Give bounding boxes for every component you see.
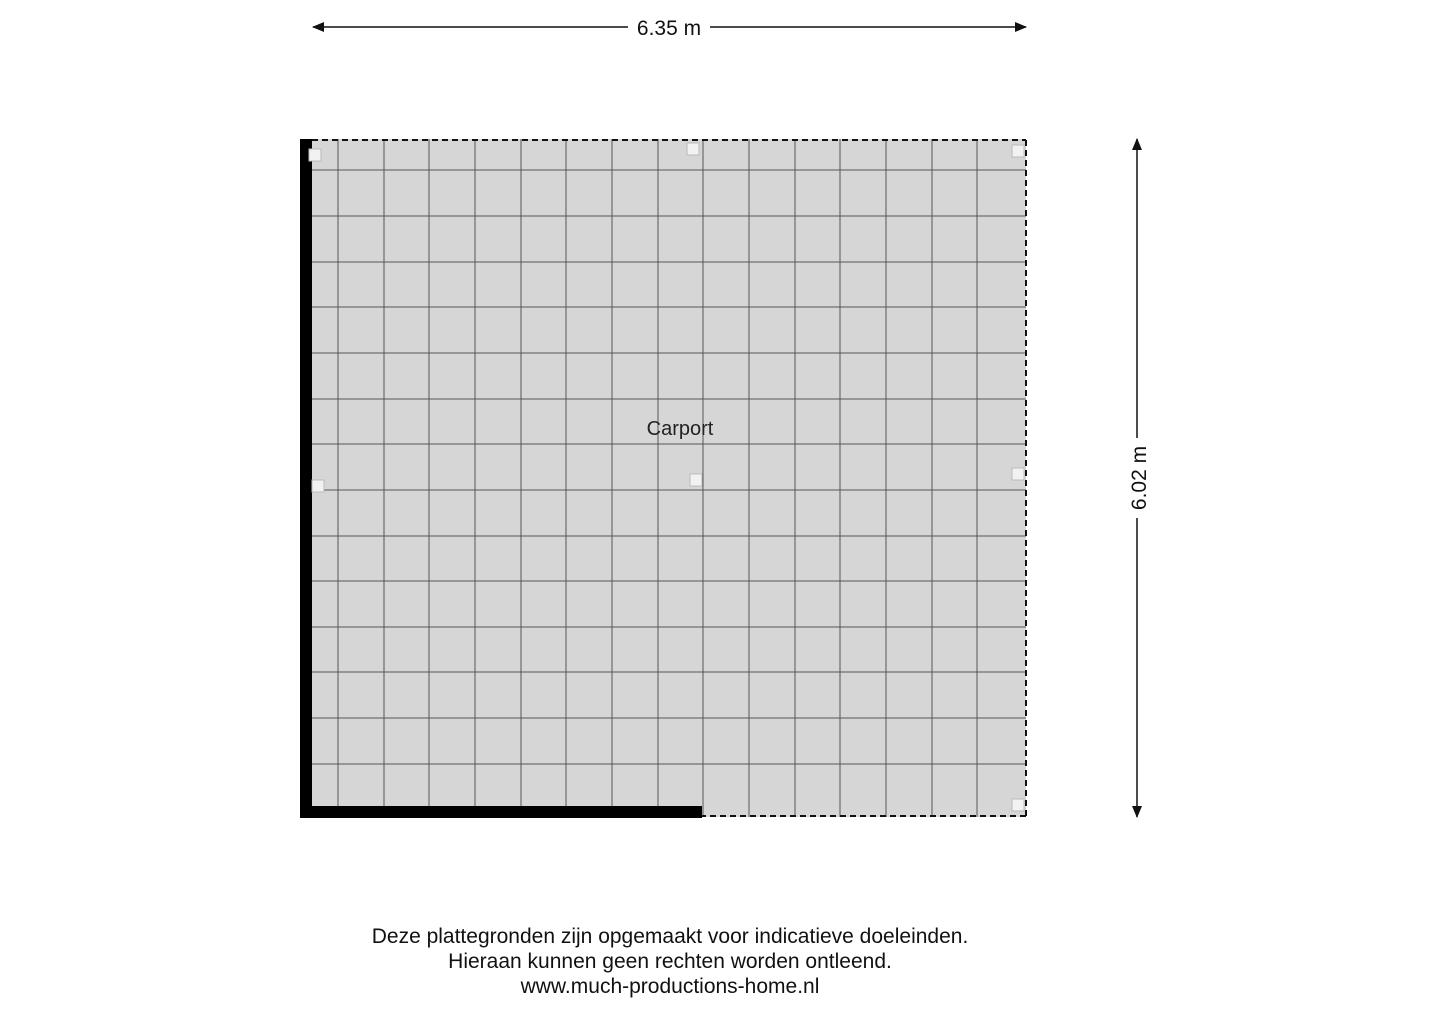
- height-label: 6.02 m: [1128, 445, 1151, 511]
- height-dimension: [1128, 139, 1151, 817]
- bottom-wall: [300, 806, 702, 818]
- light-marker: [1012, 468, 1024, 480]
- light-marker: [690, 474, 702, 486]
- width-label: 6.35 m: [636, 17, 702, 40]
- light-marker: [309, 149, 321, 161]
- light-marker: [1012, 799, 1024, 811]
- disclaimer-line-2: Hieraan kunnen geen rechten worden ontleend.: [448, 950, 892, 973]
- disclaimer-line-1: Deze plattegronden zijn opgemaakt voor indicatieve doeleinden.: [371, 925, 969, 948]
- disclaimer: [0, 924, 1340, 999]
- room-label: Carport: [646, 418, 714, 440]
- light-marker: [312, 480, 324, 492]
- width-dimension: [313, 17, 1026, 40]
- light-marker: [1012, 145, 1024, 157]
- carport-floor: [302, 139, 1026, 817]
- light-marker: [687, 143, 699, 155]
- left-wall: [300, 139, 312, 818]
- disclaimer-url: www.much-productions-home.nl: [520, 975, 820, 998]
